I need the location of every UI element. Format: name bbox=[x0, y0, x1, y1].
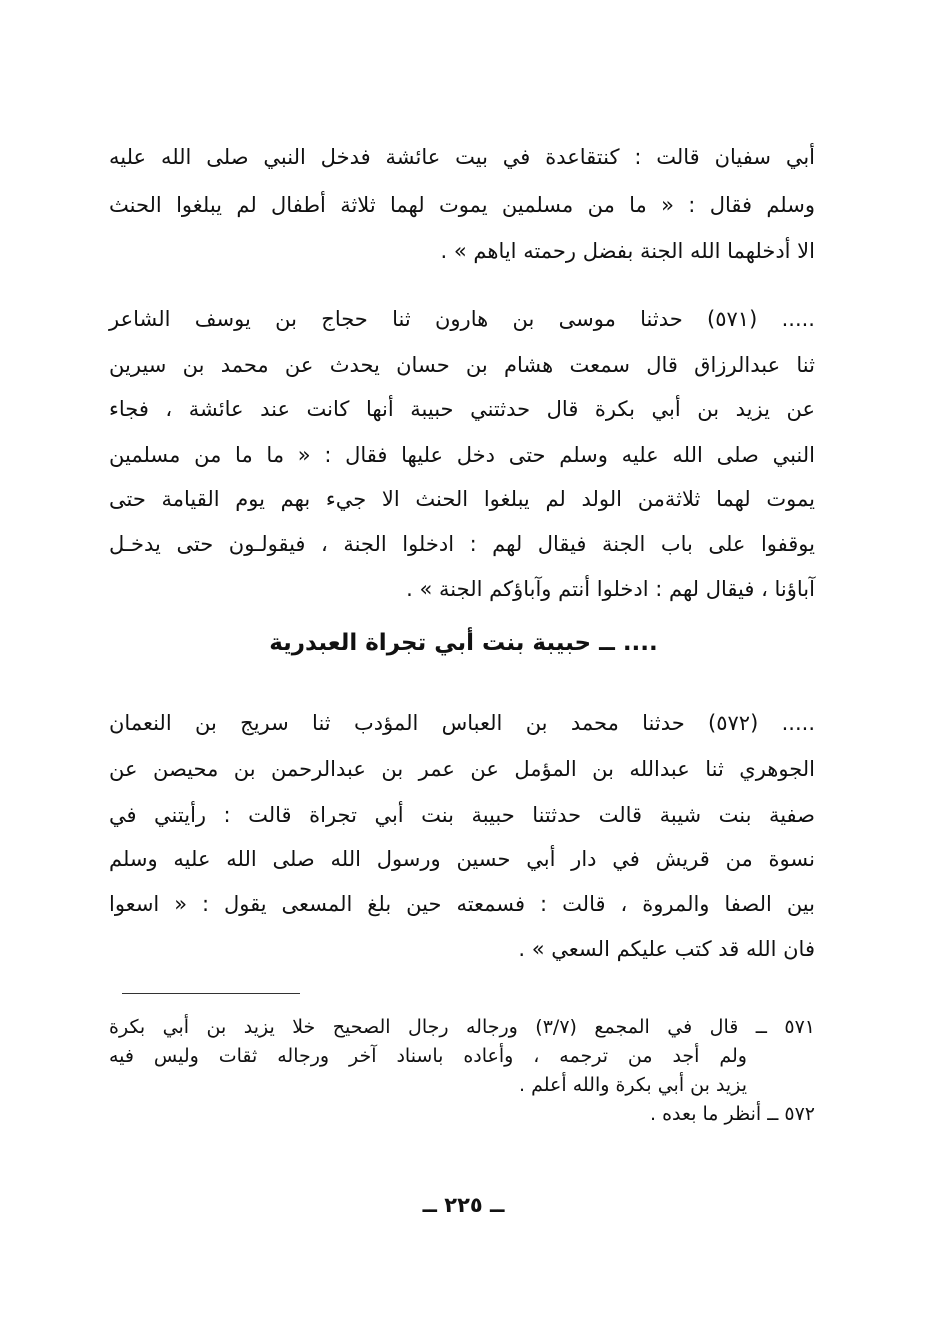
footnote-572: ٥٧٢ ــ أنظر ما بعده . bbox=[650, 1103, 815, 1125]
text-line: صفية بنت شيبة قالت حدثتنا حبيبة بنت أبي تجراة قالت : رأيتني في bbox=[109, 803, 815, 827]
text-line: عن يزيد بن أبي بكرة قال حدثتني حبيبة أنها كانت عند عائشة ، فجاء bbox=[109, 397, 815, 421]
text-line: الجوهري ثنا عبدالله بن المؤمل عن عمر بن عبدالرحمن بن محيصن عن bbox=[109, 757, 815, 781]
page-number: ــ ٢٢٥ ــ bbox=[422, 1193, 505, 1217]
section-heading: .... ــ حبيبة بنت أبي تجراة العبدرية bbox=[269, 630, 658, 656]
text-line: ..... (٥٧٢) حدثنا محمد بن العباس المؤدب ثنا سريج بن النعمان bbox=[109, 711, 815, 735]
text-line: ..... (٥٧١) حدثنا موسى بن هارون ثنا حجاج بن يوسف الشاعر bbox=[109, 307, 815, 331]
text-line: الا أدخلهما الله الجنة بفضل رحمته اياهم » . bbox=[440, 239, 815, 263]
text-line: بين الصفا والمروة ، قالت : فسمعته حين بلغ المسعى يقول : « اسعوا bbox=[109, 892, 815, 916]
text-line: أبي سفيان قالت : كنتقاعدة في بيت عائشة فدخل النبي صلى الله عليه bbox=[109, 145, 815, 169]
text-line: فان الله قد كتب عليكم السعي » . bbox=[518, 937, 815, 961]
footnote-571: ٥٧١ ــ قال في المجمع (٣/٧) ورجاله رجال الصحيح خلا يزيد بن أبي بكرة bbox=[109, 1016, 815, 1038]
text-line: يوقفوا على باب الجنة فيقال لهم : ادخلوا الجنة ، فيقولـون حتى يدخـل bbox=[109, 532, 815, 556]
text-line: آباؤنا ، فيقال لهم : ادخلوا أنتم وآباؤكم الجنة » . bbox=[406, 577, 815, 601]
text-line: نسوة من قريش في دار أبي حسين ورسول الله صلى الله عليه وسلم bbox=[109, 847, 815, 871]
text-line: ثنا عبدالرزاق قال سمعت هشام بن حسان يحدث عن محمد بن سيرين bbox=[109, 353, 815, 377]
footnote-571-continuation: يزيد بن أبي بكرة والله أعلم . bbox=[519, 1074, 747, 1096]
footnote-571-continuation: ولم أجد من ترجمه ، وأعاده باسناد آخر ورجاله ثقات وليس فيه bbox=[109, 1045, 747, 1067]
text-line: وسلم فقال : « ما من مسلمين يموت لهما ثلاثة أطفال لم يبلغوا الحنث bbox=[109, 193, 815, 217]
text-line: يموت لهما ثلاثةمن الولد لم يبلغوا الحنث الا جيء بهم يوم القيامة حتى bbox=[109, 487, 815, 511]
text-line: النبي صلى الله عليه وسلم حتى دخل عليها فقال : « ما ما من مسلمين bbox=[109, 443, 815, 467]
footnote-separator bbox=[122, 993, 300, 994]
